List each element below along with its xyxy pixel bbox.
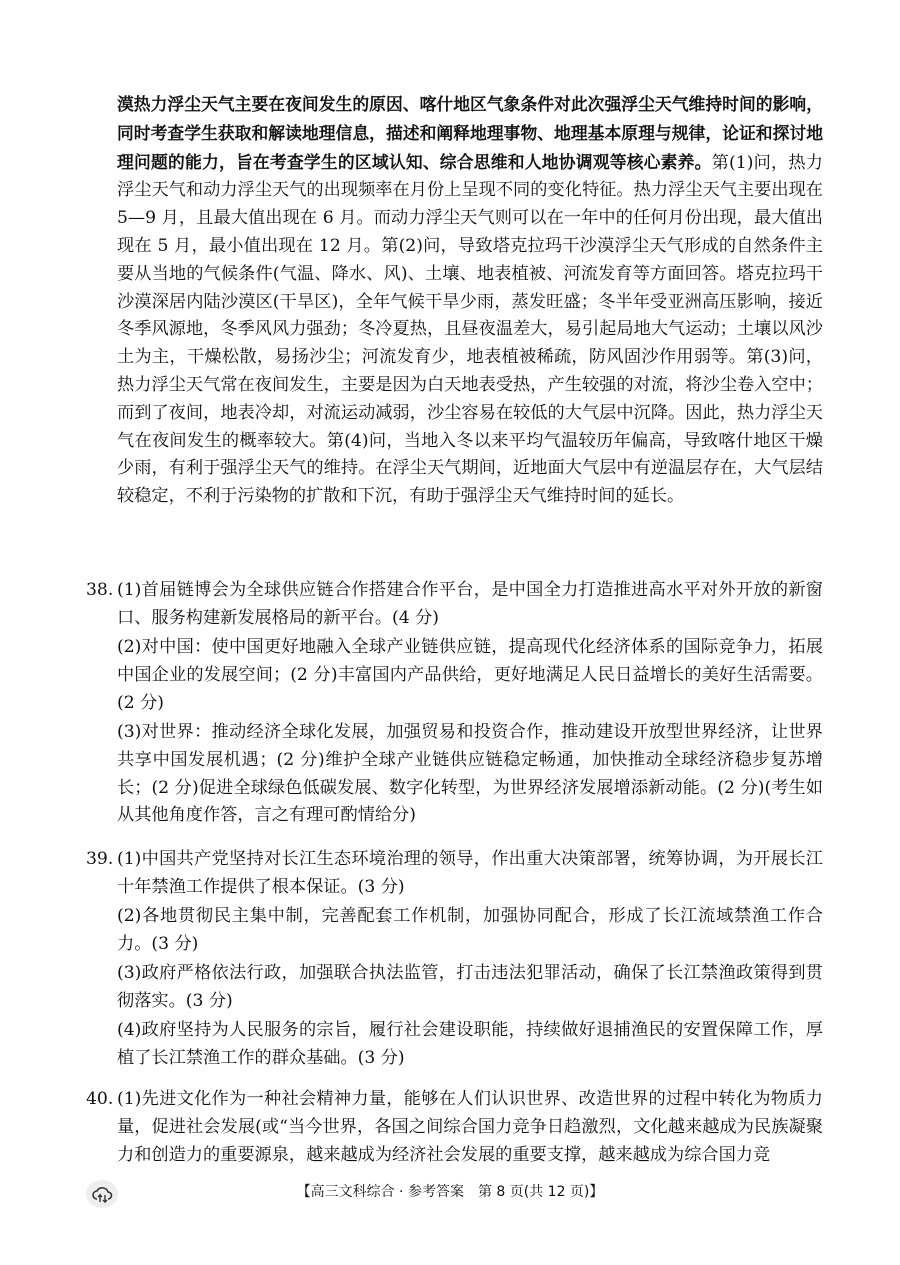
question-39-part-2: (2)各地贯彻民主集中制，完善配套工作机制，加强协同配合，形成了长江流域禁渔工作合力。(3 分)	[117, 906, 823, 954]
question-39-part-4: (4)政府坚持为人民服务的宗旨，履行社会建设职能，持续做好退捕渔民的安置保障工作，厚植了长江禁渔工作的群众基础。(3 分)	[117, 1020, 823, 1068]
analysis-intro-bold: 漠热力浮尘天气主要在夜间发生的原因、喀什地区气象条件对此次强浮尘天气维持时间的影响，同时考查学生获取和解读地理信息，描述和阐释地理事物、地理基本原理与规律，论证和探讨地理问题的能力，旨在考查学生的区域认知、综合思维和人地协调观等核心素养。	[117, 94, 823, 172]
question-40-number: 40.	[86, 1089, 114, 1109]
question-38-part-3: (3)对世界：推动经济全球化发展，加强贸易和投资合作，推动建设开放型世界经济，让世界共享中国发展机遇；(2 分)维护全球产业链供应链稳定畅通，加快推动全球经济稳步复苏增长；(2 分)促进全球绿色低碳发展、数字化转型，为世界经济发展增添新动能。(2 分)(考生如从其他角度作答，言之有理可酌情给分)	[117, 722, 823, 826]
question-38-part-2: (2)对中国：使中国更好地融入全球产业链供应链，提高现代化经济体系的国际竞争力，拓展中国企业的发展空间；(2 分)丰富国内产品供给，更好地满足人民日益增长的美好生活需要。(2 分)	[117, 637, 823, 713]
question-39-part-3: (3)政府严格依法行政，加强联合执法监管，打击违法犯罪活动，确保了长江禁渔政策得到贯彻落实。(3 分)	[117, 963, 823, 1011]
analysis-body: 第(1)问，热力浮尘天气和动力浮尘天气的出现频率在月份上呈现不同的变化特征。热力浮尘天气主要出现在 5—9 月，且最大值出现在 6 月。而动力浮尘天气则可以在一年中的任何月份出现，最大值出现在 5 月，最小值出现在 12 月。第(2)问，导致塔克拉玛干沙漠浮尘天气形成的自然条件主要从当地的气候条件(气温、降水、风)、土壤、地表植被、河流发育等方面回答。塔克拉玛干沙漠深居内陆沙漠区(干旱区)，全年气候干旱少雨，蒸发旺盛；冬半年受亚洲高压影响，接近冬季风源地，冬季风风力强劲；冬冷夏热，且昼夜温差大，易引起局地大气运动；土壤以风沙土为主，干燥松散，易扬沙尘；河流发育少，地表植被稀疏，防风固沙作用弱等。第(3)问，热力浮尘天气常在夜间发生，主要是因为白天地表受热，产生较强的对流，将沙尘卷入空中；而到了夜间，地表冷却，对流运动减弱，沙尘容易在较低的大气层中沉降。因此，热力浮尘天气在夜间发生的概率较大。第(4)问，当地入冬以来平均气温较历年偏高，导致喀什地区干燥少雨，有利于强浮尘天气的维持。在浮尘天气期间，近地面大气层中有逆温层存在，大气层结较稳定，不利于污染物的扩散和下沉，有助于强浮尘天气维持时间的延长。	[117, 152, 823, 507]
page-footer: 【高三文科综合 · 参考答案 第 8 页(共 12 页)】	[296, 1184, 604, 1200]
question-39-number: 39.	[86, 849, 114, 869]
analysis-paragraph	[117, 91, 823, 511]
question-38-number: 38.	[86, 580, 114, 600]
question-40-part-1: (1)先进文化作为一种社会精神力量，能够在人们认识世界、改造世界的过程中转化为物质力量，促进社会发展(或“当今世界，各国之间综合国力竞争日趋激烈，文化越来越成为民族凝聚力和创造力的重要源泉，越来越成为经济社会发展的重要支撑，越来越成为综合国力竞	[117, 1089, 823, 1165]
question-38-part-1: (1)首届链博会为全球供应链合作搭建合作平台，是中国全力打造推进高水平对外开放的新窗口、服务构建新发展格局的新平台。(4 分)	[117, 580, 823, 628]
question-39-part-1: (1)中国共产党坚持对长江生态环境治理的领导，作出重大决策部署，统筹协调，为开展长江十年禁渔工作提供了根本保证。(3 分)	[117, 849, 823, 897]
